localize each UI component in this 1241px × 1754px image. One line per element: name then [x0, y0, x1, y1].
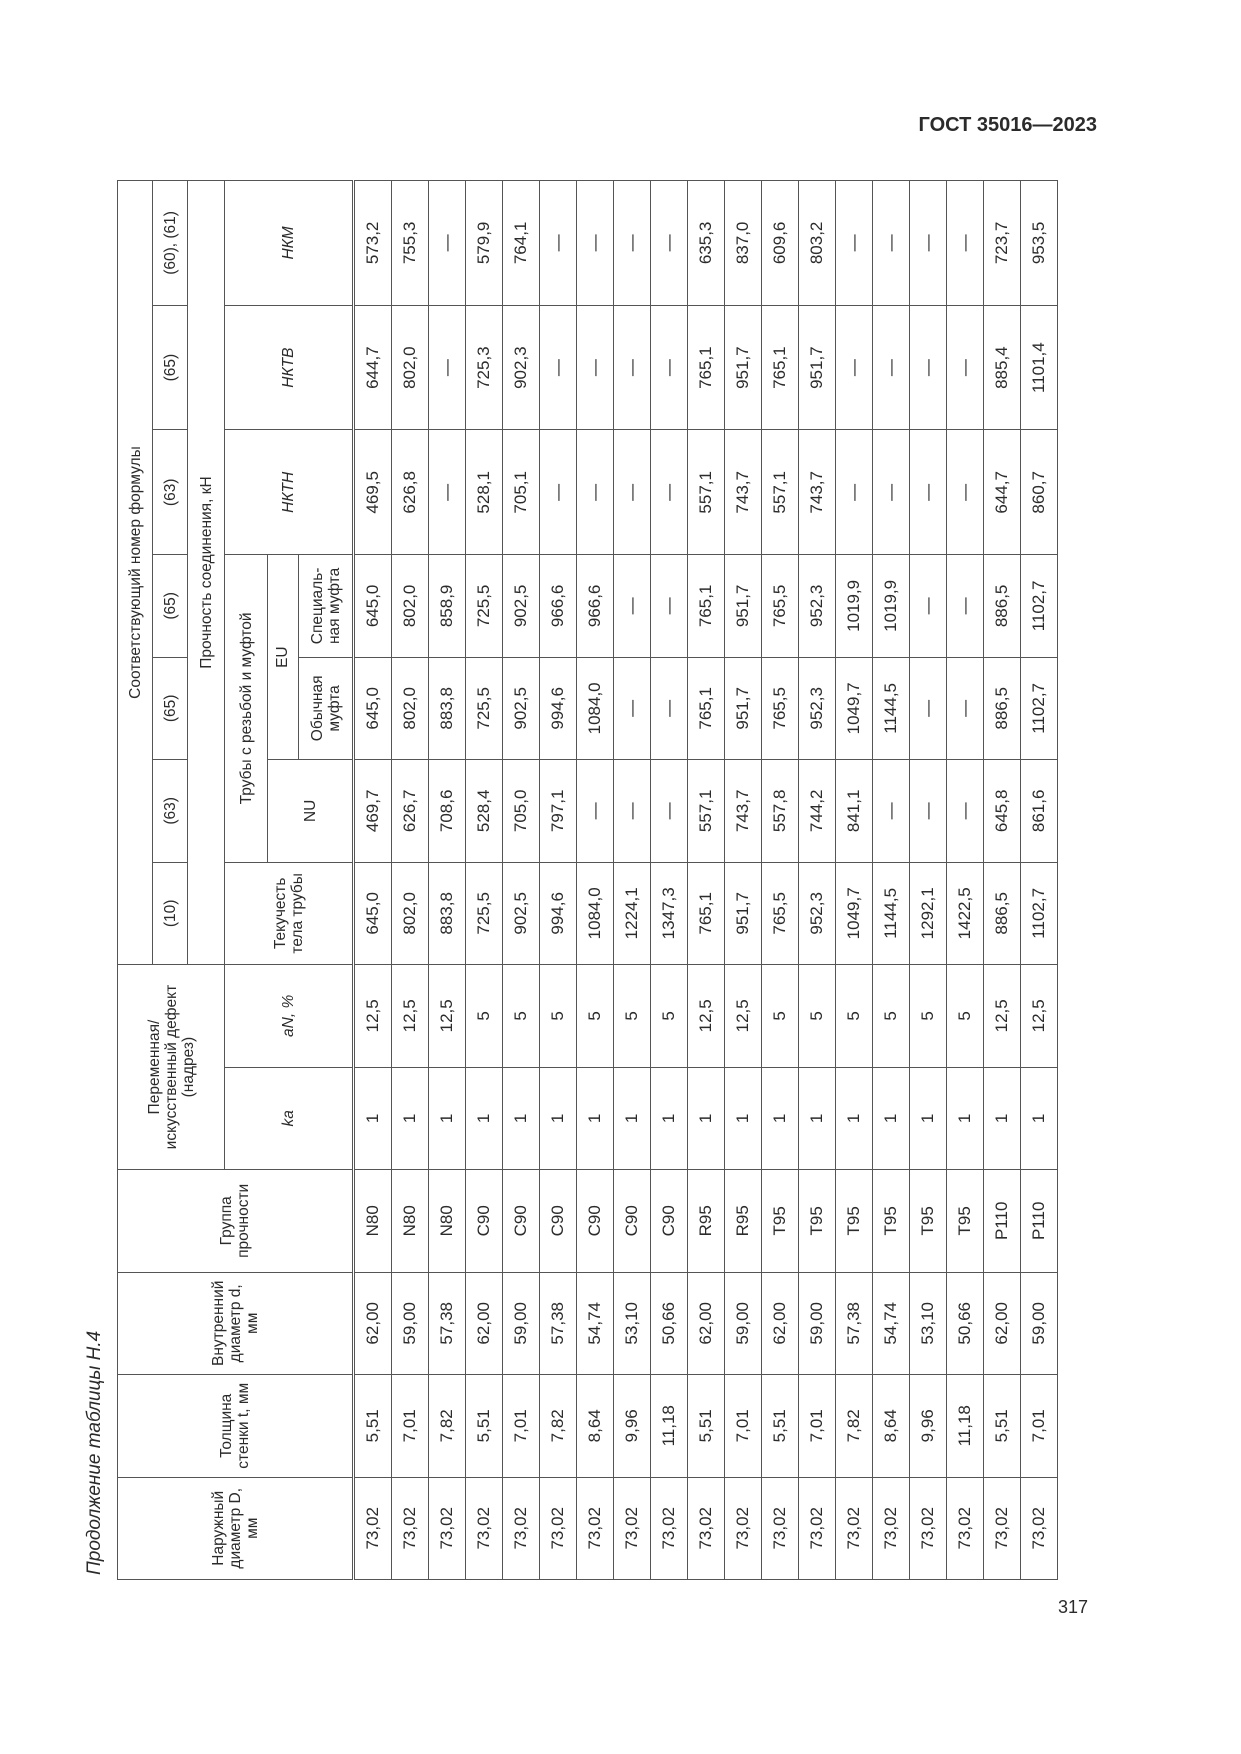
table-cell: —: [910, 657, 947, 759]
table-cell: 1019,9: [836, 555, 873, 657]
table-cell: R95: [725, 1170, 762, 1272]
table-row: [836, 181, 873, 1580]
table-cell: 886,5: [984, 862, 1021, 964]
table-cell: —: [577, 430, 614, 555]
table-cell: 59,00: [392, 1272, 429, 1374]
table-cell: 557,1: [688, 430, 725, 555]
header-strength-group: Группа прочности: [118, 1170, 354, 1272]
table-cell: 635,3: [688, 181, 725, 306]
table-cell: —: [873, 181, 910, 306]
table-cell: 802,0: [392, 555, 429, 657]
header-special-coupling: Специаль-ная муфта: [308, 567, 343, 645]
table-cell: 73,02: [1021, 1477, 1058, 1579]
table-cell: 723,7: [984, 181, 1021, 306]
table-cell: 902,5: [503, 555, 540, 657]
table-cell: 73,02: [466, 1477, 503, 1579]
table-cell: 50,66: [651, 1272, 688, 1374]
table-cell: 73,02: [910, 1477, 947, 1579]
table-cell: 966,6: [540, 555, 577, 657]
table-cell: —: [540, 430, 577, 555]
table-cell: 994,6: [540, 657, 577, 759]
table-cell: 802,0: [392, 657, 429, 759]
table-cell: 966,6: [577, 555, 614, 657]
table-cell: T95: [762, 1170, 799, 1272]
table-cell: 557,8: [762, 760, 799, 862]
table-cell: T95: [836, 1170, 873, 1272]
formula-ref: (65): [153, 657, 188, 759]
table-cell: 7,01: [725, 1375, 762, 1477]
table-cell: 609,6: [762, 181, 799, 306]
table-cell: —: [577, 181, 614, 306]
table-cell: 902,5: [503, 862, 540, 964]
table-cell: —: [614, 760, 651, 862]
table-cell: 8,64: [873, 1375, 910, 1477]
table-cell: 951,7: [799, 305, 836, 430]
table-cell: 5: [577, 965, 614, 1068]
header-threaded-coupled: Трубы с резьбой и муфтой: [225, 555, 268, 862]
table-cell: 73,02: [503, 1477, 540, 1579]
header-nktv: НКТВ: [225, 305, 354, 430]
table-cell: 1: [725, 1067, 762, 1169]
table-cell: C90: [540, 1170, 577, 1272]
table-row: [762, 181, 799, 1580]
table-cell: 886,5: [984, 657, 1021, 759]
table-cell: 764,1: [503, 181, 540, 306]
formula-ref: (63): [153, 760, 188, 862]
table-cell: —: [910, 181, 947, 306]
header-eu-regular: [268, 555, 354, 760]
table-cell: —: [540, 181, 577, 306]
table-cell: 7,82: [836, 1375, 873, 1477]
table-cell: 708,6: [429, 760, 466, 862]
table-cell: 645,0: [354, 657, 392, 759]
table-cell: 1084,0: [577, 657, 614, 759]
table-cell: R95: [688, 1170, 725, 1272]
table-cell: 5,51: [354, 1375, 392, 1477]
table-cell: —: [947, 181, 984, 306]
table-cell: C90: [503, 1170, 540, 1272]
table-cell: C90: [466, 1170, 503, 1272]
table-cell: 1: [910, 1067, 947, 1169]
table-cell: 1292,1: [910, 862, 947, 964]
table-cell: 1144,5: [873, 657, 910, 759]
table-cell: 1101,4: [1021, 305, 1058, 430]
table-cell: 528,1: [466, 430, 503, 555]
table-cell: 1: [577, 1067, 614, 1169]
table-cell: 1102,7: [1021, 657, 1058, 759]
table-cell: 765,1: [688, 555, 725, 657]
table-cell: 54,74: [873, 1272, 910, 1374]
header-nu: NU: [268, 760, 354, 862]
table-row: [614, 181, 651, 1580]
table-cell: 73,02: [984, 1477, 1021, 1579]
table-cell: 645,0: [354, 555, 392, 657]
table-cell: 12,5: [688, 965, 725, 1068]
table-cell: 557,1: [688, 760, 725, 862]
table-cell: 1102,7: [1021, 862, 1058, 964]
table-cell: 725,5: [466, 862, 503, 964]
table-cell: 11,18: [947, 1375, 984, 1477]
table-cell: —: [910, 555, 947, 657]
table-cell: 705,0: [503, 760, 540, 862]
table-cell: 1224,1: [614, 862, 651, 964]
table-cell: —: [429, 181, 466, 306]
table-cell: 73,02: [577, 1477, 614, 1579]
table-cell: N80: [354, 1170, 392, 1272]
table-cell: 73,02: [688, 1477, 725, 1579]
table-cell: 59,00: [725, 1272, 762, 1374]
table-cell: 765,5: [762, 555, 799, 657]
header-regular-coupling: Обычная муфта: [299, 657, 352, 759]
table-cell: —: [651, 555, 688, 657]
table-cell: 725,5: [466, 555, 503, 657]
header-wall-thickness: Толщина стенки t, мм: [118, 1375, 354, 1477]
table-cell: 12,5: [429, 965, 466, 1068]
table-row: [688, 181, 725, 1580]
table-cell: 861,6: [1021, 760, 1058, 862]
table-cell: 1: [354, 1067, 392, 1169]
table-cell: 644,7: [984, 430, 1021, 555]
table-cell: 1: [873, 1067, 910, 1169]
table-cell: 59,00: [503, 1272, 540, 1374]
table-cell: —: [836, 181, 873, 306]
table-cell: 1: [429, 1067, 466, 1169]
table-cell: —: [651, 760, 688, 862]
table-cell: 858,9: [429, 555, 466, 657]
table-caption: Продолжение таблицы Н.4: [84, 1330, 105, 1575]
table-cell: 1: [651, 1067, 688, 1169]
table-cell: 62,00: [762, 1272, 799, 1374]
table-cell: —: [577, 760, 614, 862]
table-row: [392, 181, 429, 1580]
table-cell: 626,8: [392, 430, 429, 555]
table-row: [429, 181, 466, 1580]
table-cell: 1: [392, 1067, 429, 1169]
table-cell: T95: [873, 1170, 910, 1272]
table-cell: 73,02: [725, 1477, 762, 1579]
table-cell: 953,5: [1021, 181, 1058, 306]
table-cell: T95: [947, 1170, 984, 1272]
table-cell: 725,5: [466, 657, 503, 759]
table-cell: 743,7: [725, 430, 762, 555]
table-cell: 59,00: [1021, 1272, 1058, 1374]
table-cell: 765,5: [762, 862, 799, 964]
table-cell: 1: [1021, 1067, 1058, 1169]
table-cell: 5,51: [688, 1375, 725, 1477]
table-row: [503, 181, 540, 1580]
table-cell: 5: [651, 965, 688, 1068]
table-cell: P110: [984, 1170, 1021, 1272]
table-cell: 5: [762, 965, 799, 1068]
table-cell: 885,4: [984, 305, 1021, 430]
table-cell: 53,10: [614, 1272, 651, 1374]
table-cell: 5: [503, 965, 540, 1068]
header-ka: ka: [225, 1067, 354, 1169]
table-cell: 62,00: [354, 1272, 392, 1374]
table-cell: 705,1: [503, 430, 540, 555]
table-cell: 644,7: [354, 305, 392, 430]
table-cell: 9,96: [910, 1375, 947, 1477]
table-cell: 54,74: [577, 1272, 614, 1374]
header-nkm: НКМ: [225, 181, 354, 306]
table-cell: —: [540, 305, 577, 430]
table-cell: 73,02: [354, 1477, 392, 1579]
table-row: [984, 181, 1021, 1580]
table-cell: —: [614, 181, 651, 306]
table-cell: 73,02: [614, 1477, 651, 1579]
table-cell: 573,2: [354, 181, 392, 306]
table-cell: 53,10: [910, 1272, 947, 1374]
table-cell: 1: [947, 1067, 984, 1169]
table-cell: 62,00: [688, 1272, 725, 1374]
table-cell: 62,00: [466, 1272, 503, 1374]
table-cell: 743,7: [725, 760, 762, 862]
table-cell: —: [947, 555, 984, 657]
table-cell: 7,01: [503, 1375, 540, 1477]
table-cell: 1: [762, 1067, 799, 1169]
table-cell: 9,96: [614, 1375, 651, 1477]
header-eu: EU: [268, 555, 299, 759]
table-cell: 12,5: [354, 965, 392, 1068]
table-cell: —: [429, 305, 466, 430]
table-cell: 1: [984, 1067, 1021, 1169]
header-inner-diameter: Внутренний диаметр d, мм: [118, 1272, 354, 1374]
table-cell: 73,02: [392, 1477, 429, 1579]
table-row: [910, 181, 947, 1580]
table-cell: 7,82: [540, 1375, 577, 1477]
table-row: [947, 181, 984, 1580]
table-cell: 73,02: [651, 1477, 688, 1579]
table-cell: 5: [466, 965, 503, 1068]
table-cell: 50,66: [947, 1272, 984, 1374]
table-cell: —: [873, 760, 910, 862]
table-cell: T95: [910, 1170, 947, 1272]
table-cell: 12,5: [1021, 965, 1058, 1068]
standard-number: ГОСТ 35016—2023: [918, 114, 1097, 136]
table-cell: 802,0: [392, 862, 429, 964]
table-cell: —: [429, 430, 466, 555]
table-cell: 841,1: [836, 760, 873, 862]
table-cell: 886,5: [984, 555, 1021, 657]
table-row: [577, 181, 614, 1580]
table-cell: 755,3: [392, 181, 429, 306]
table-cell: 469,5: [354, 430, 392, 555]
table-cell: 1: [503, 1067, 540, 1169]
table-cell: 5,51: [762, 1375, 799, 1477]
table-cell: —: [836, 430, 873, 555]
table-cell: 951,7: [725, 305, 762, 430]
table-cell: —: [947, 657, 984, 759]
table-cell: —: [614, 305, 651, 430]
table-cell: 1: [540, 1067, 577, 1169]
table-cell: 579,9: [466, 181, 503, 306]
page-number: 317: [1058, 1597, 1089, 1617]
table-row: [466, 181, 503, 1580]
table-cell: 951,7: [725, 555, 762, 657]
table-cell: 765,1: [762, 305, 799, 430]
header-outer-diameter: Наружный диаметр D, мм: [118, 1477, 354, 1579]
table-cell: 951,7: [725, 657, 762, 759]
table-cell: 5,51: [466, 1375, 503, 1477]
data-table: [117, 180, 1058, 1580]
table-cell: N80: [429, 1170, 466, 1272]
header-body-yield: Текучесть тела трубы: [225, 862, 354, 964]
table-cell: C90: [577, 1170, 614, 1272]
table-cell: —: [947, 305, 984, 430]
table-cell: —: [651, 181, 688, 306]
table-cell: 7,01: [1021, 1375, 1058, 1477]
table-cell: 5: [614, 965, 651, 1068]
formula-ref: (10): [153, 862, 188, 964]
table-cell: 902,3: [503, 305, 540, 430]
table-cell: 7,82: [429, 1375, 466, 1477]
table-cell: 860,7: [1021, 430, 1058, 555]
table-cell: 1144,5: [873, 862, 910, 964]
table-cell: 765,1: [688, 305, 725, 430]
table-row: [354, 181, 392, 1580]
table-cell: 797,1: [540, 760, 577, 862]
table-cell: 1084,0: [577, 862, 614, 964]
table-cell: 11,18: [651, 1375, 688, 1477]
table-cell: 557,1: [762, 430, 799, 555]
table-cell: 7,01: [799, 1375, 836, 1477]
table-cell: P110: [1021, 1170, 1058, 1272]
formula-ref: (65): [153, 555, 188, 657]
table-cell: —: [910, 760, 947, 862]
table-cell: 837,0: [725, 181, 762, 306]
table-cell: 1: [799, 1067, 836, 1169]
table-cell: —: [873, 430, 910, 555]
header-formula: Соответствующий номер формулы: [118, 181, 153, 965]
table-cell: 62,00: [984, 1272, 1021, 1374]
table-cell: 5: [799, 965, 836, 1068]
header-connection-strength: Прочность соединения, кН: [188, 181, 225, 965]
table-cell: 645,0: [354, 862, 392, 964]
table-cell: —: [614, 657, 651, 759]
table-cell: 12,5: [392, 965, 429, 1068]
table-cell: 1: [466, 1067, 503, 1169]
table-cell: 12,5: [725, 965, 762, 1068]
table-cell: 725,3: [466, 305, 503, 430]
table-cell: T95: [799, 1170, 836, 1272]
table-cell: 5: [910, 965, 947, 1068]
table-row: [725, 181, 762, 1580]
header-defect: Переменная/ искусственный дефект (надрез): [118, 965, 225, 1170]
table-cell: 5: [540, 965, 577, 1068]
table-cell: C90: [614, 1170, 651, 1272]
table-body: [354, 181, 1058, 1580]
table-cell: 12,5: [984, 965, 1021, 1068]
table-cell: 57,38: [429, 1272, 466, 1374]
table-cell: 1422,5: [947, 862, 984, 964]
table-cell: 952,3: [799, 862, 836, 964]
table-cell: —: [614, 430, 651, 555]
table-cell: 73,02: [947, 1477, 984, 1579]
table-cell: 73,02: [762, 1477, 799, 1579]
table-row: [799, 181, 836, 1580]
table-cell: —: [836, 305, 873, 430]
table-cell: 73,02: [540, 1477, 577, 1579]
table-row: [540, 181, 577, 1580]
table-cell: 73,02: [873, 1477, 910, 1579]
table-cell: 1: [836, 1067, 873, 1169]
table-cell: 57,38: [540, 1272, 577, 1374]
table-cell: 1347,3: [651, 862, 688, 964]
table-cell: 73,02: [429, 1477, 466, 1579]
table-cell: 1102,7: [1021, 555, 1058, 657]
table-cell: —: [651, 657, 688, 759]
table-cell: 883,8: [429, 657, 466, 759]
table-cell: 802,0: [392, 305, 429, 430]
table-cell: —: [651, 305, 688, 430]
table-cell: 952,3: [799, 657, 836, 759]
table-cell: —: [947, 760, 984, 862]
table-cell: 57,38: [836, 1272, 873, 1374]
table-cell: 5: [873, 965, 910, 1068]
table-cell: —: [614, 555, 651, 657]
table-cell: C90: [651, 1170, 688, 1272]
table-cell: N80: [392, 1170, 429, 1272]
table-cell: 645,8: [984, 760, 1021, 862]
table-cell: —: [910, 430, 947, 555]
header-nktn: НКТН: [225, 430, 354, 555]
table-cell: 1049,7: [836, 862, 873, 964]
table-cell: 994,6: [540, 862, 577, 964]
table-cell: 73,02: [799, 1477, 836, 1579]
table-cell: 1049,7: [836, 657, 873, 759]
table-cell: 765,1: [688, 657, 725, 759]
table-cell: 5,51: [984, 1375, 1021, 1477]
table-cell: 803,2: [799, 181, 836, 306]
table-cell: 8,64: [577, 1375, 614, 1477]
table-cell: 469,7: [354, 760, 392, 862]
table-cell: 902,5: [503, 657, 540, 759]
table-cell: 5: [947, 965, 984, 1068]
table-cell: 743,7: [799, 430, 836, 555]
table-cell: —: [873, 305, 910, 430]
table-cell: 883,8: [429, 862, 466, 964]
table-cell: 952,3: [799, 555, 836, 657]
formula-ref: (65): [153, 305, 188, 430]
table-cell: —: [577, 305, 614, 430]
table-cell: 951,7: [725, 862, 762, 964]
table-cell: 1019,9: [873, 555, 910, 657]
table-row: [1021, 181, 1058, 1580]
table-cell: 1: [614, 1067, 651, 1169]
table-cell: —: [947, 430, 984, 555]
table-cell: 73,02: [836, 1477, 873, 1579]
table-cell: 528,4: [466, 760, 503, 862]
table-cell: 744,2: [799, 760, 836, 862]
table-cell: —: [910, 305, 947, 430]
table-cell: 765,5: [762, 657, 799, 759]
table-cell: 765,1: [688, 862, 725, 964]
table-cell: 5: [836, 965, 873, 1068]
table-cell: 626,7: [392, 760, 429, 862]
table-cell: 1: [688, 1067, 725, 1169]
table-cell: 7,01: [392, 1375, 429, 1477]
table-row: [873, 181, 910, 1580]
formula-ref: (63): [153, 430, 188, 555]
table-cell: 59,00: [799, 1272, 836, 1374]
rotated-table-container: [117, 180, 1087, 1580]
table-cell: —: [651, 430, 688, 555]
table-row: [651, 181, 688, 1580]
header-aN: aN, %: [225, 965, 354, 1068]
formula-ref: (60), (61): [153, 181, 188, 306]
